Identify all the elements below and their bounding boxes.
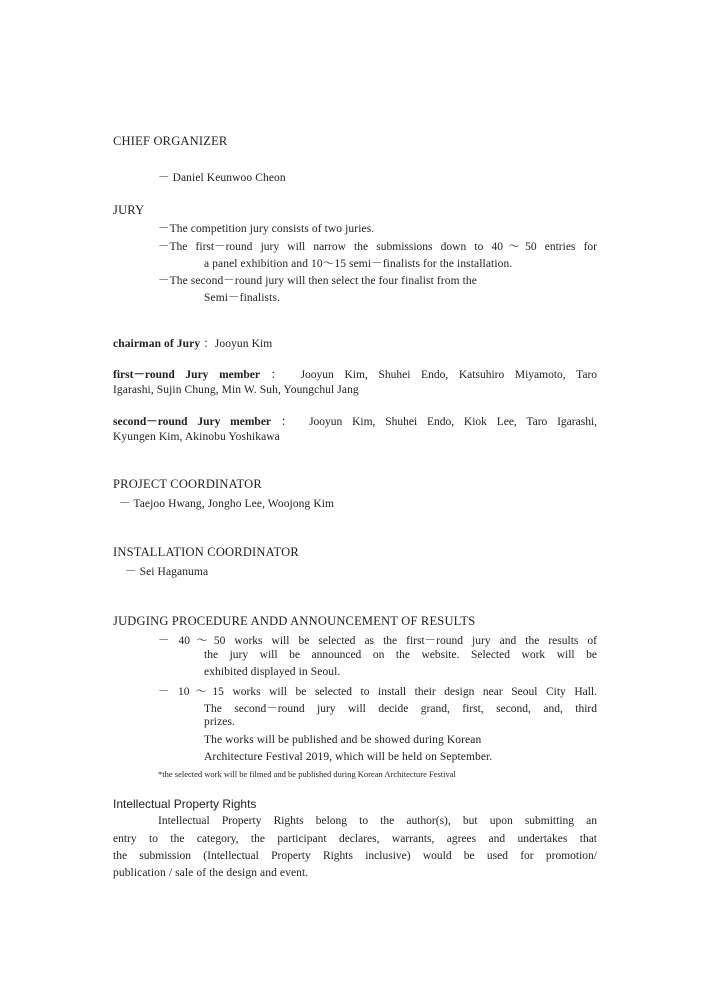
judging-bullet-1-line-1: － 40～50 works will be selected as the first－round jury and the results of (158, 635, 597, 647)
project-coordinator-heading: PROJECT COORDINATOR (113, 477, 262, 491)
jury-line-5: Semi－finalists. (204, 292, 280, 304)
judging-bullet-1-line-3: exhibited displayed in Seoul. (204, 666, 341, 678)
judging-bullet-2-line-1: － 10～15 works will be selected to install their design near Seoul City Hall. (158, 686, 597, 698)
chief-organizer-heading: CHIEF ORGANIZER (113, 134, 228, 148)
jury-line-3: a panel exhibition and 10～15 semi－finalists for the installation. (204, 258, 513, 270)
second-round-label: second－round Jury member (113, 416, 272, 428)
second-round-value-2: Kyungen Kim, Akinobu Yoshikawa (113, 431, 280, 443)
ipr-heading: Intellectual Property Rights (113, 797, 257, 811)
chairman-label: chairman of Jury (113, 338, 201, 350)
judging-heading: JUDGING PROCEDURE ANDD ANNOUNCEMENT OF RESULTS (113, 614, 476, 628)
jury-line-4: －The second－round jury will then select the four finalist from the (158, 275, 477, 287)
second-round-line-1 (113, 413, 597, 429)
first-round-value-1: ： Jooyun Kim, Shuhei Endo, Katsuhiro Miyamoto, Taro (270, 369, 598, 381)
ipr-line-4: publication / sale of the design and event. (113, 867, 309, 879)
installation-coordinator-names: － Sei Haganuma (125, 566, 209, 578)
judging-bullet-2-line-2: The second－round jury will decide grand, first, second, and, third (204, 703, 597, 715)
second-round-value-1: ： Jooyun Kim, Shuhei Endo, Kiok Lee, Taro Igarashi, (280, 416, 598, 428)
chairman-line (113, 335, 272, 351)
judging-bullet-2-line-4: The works will be published and be showed during Korean (204, 734, 482, 746)
judging-bullet-2-line-3: prizes. (204, 716, 236, 728)
jury-line-1: －The competition jury consists of two juries. (158, 223, 375, 235)
chief-organizer-name: － Daniel Keunwoo Cheon (158, 172, 286, 184)
judging-bullet-1-line-2: the jury will be announced on the website. Selected work will be (204, 649, 597, 661)
ipr-line-2: entry to the category, the participant declares, warrants, agrees and undertakes that (113, 833, 597, 845)
judging-footnote: *the selected work will be filmed and be published during Korean Architecture Festival (158, 769, 456, 779)
ipr-line-3: the submission (Intellectual Property Rights inclusive) would be used for promotion/ (113, 850, 597, 862)
first-round-label: first－round Jury member (113, 369, 260, 381)
judging-bullet-2-line-5: Architecture Festival 2019, which will be held on September. (204, 751, 493, 763)
first-round-value-2: Igarashi, Sujin Chung, Min W. Suh, Youngchul Jang (113, 384, 359, 396)
ipr-line-1: Intellectual Property Rights belong to the author(s), but upon submitting an (158, 815, 597, 827)
jury-heading: JURY (113, 203, 145, 217)
project-coordinator-names: － Taejoo Hwang, Jongho Lee, Woojong Kim (119, 498, 335, 510)
installation-coordinator-heading: INSTALLATION COORDINATOR (113, 545, 299, 559)
chairman-value: ：Jooyun Kim (203, 338, 273, 350)
jury-line-2: －The first－round jury will narrow the submissions down to 40～50 entries for (158, 241, 597, 253)
first-round-line-1 (113, 366, 597, 382)
